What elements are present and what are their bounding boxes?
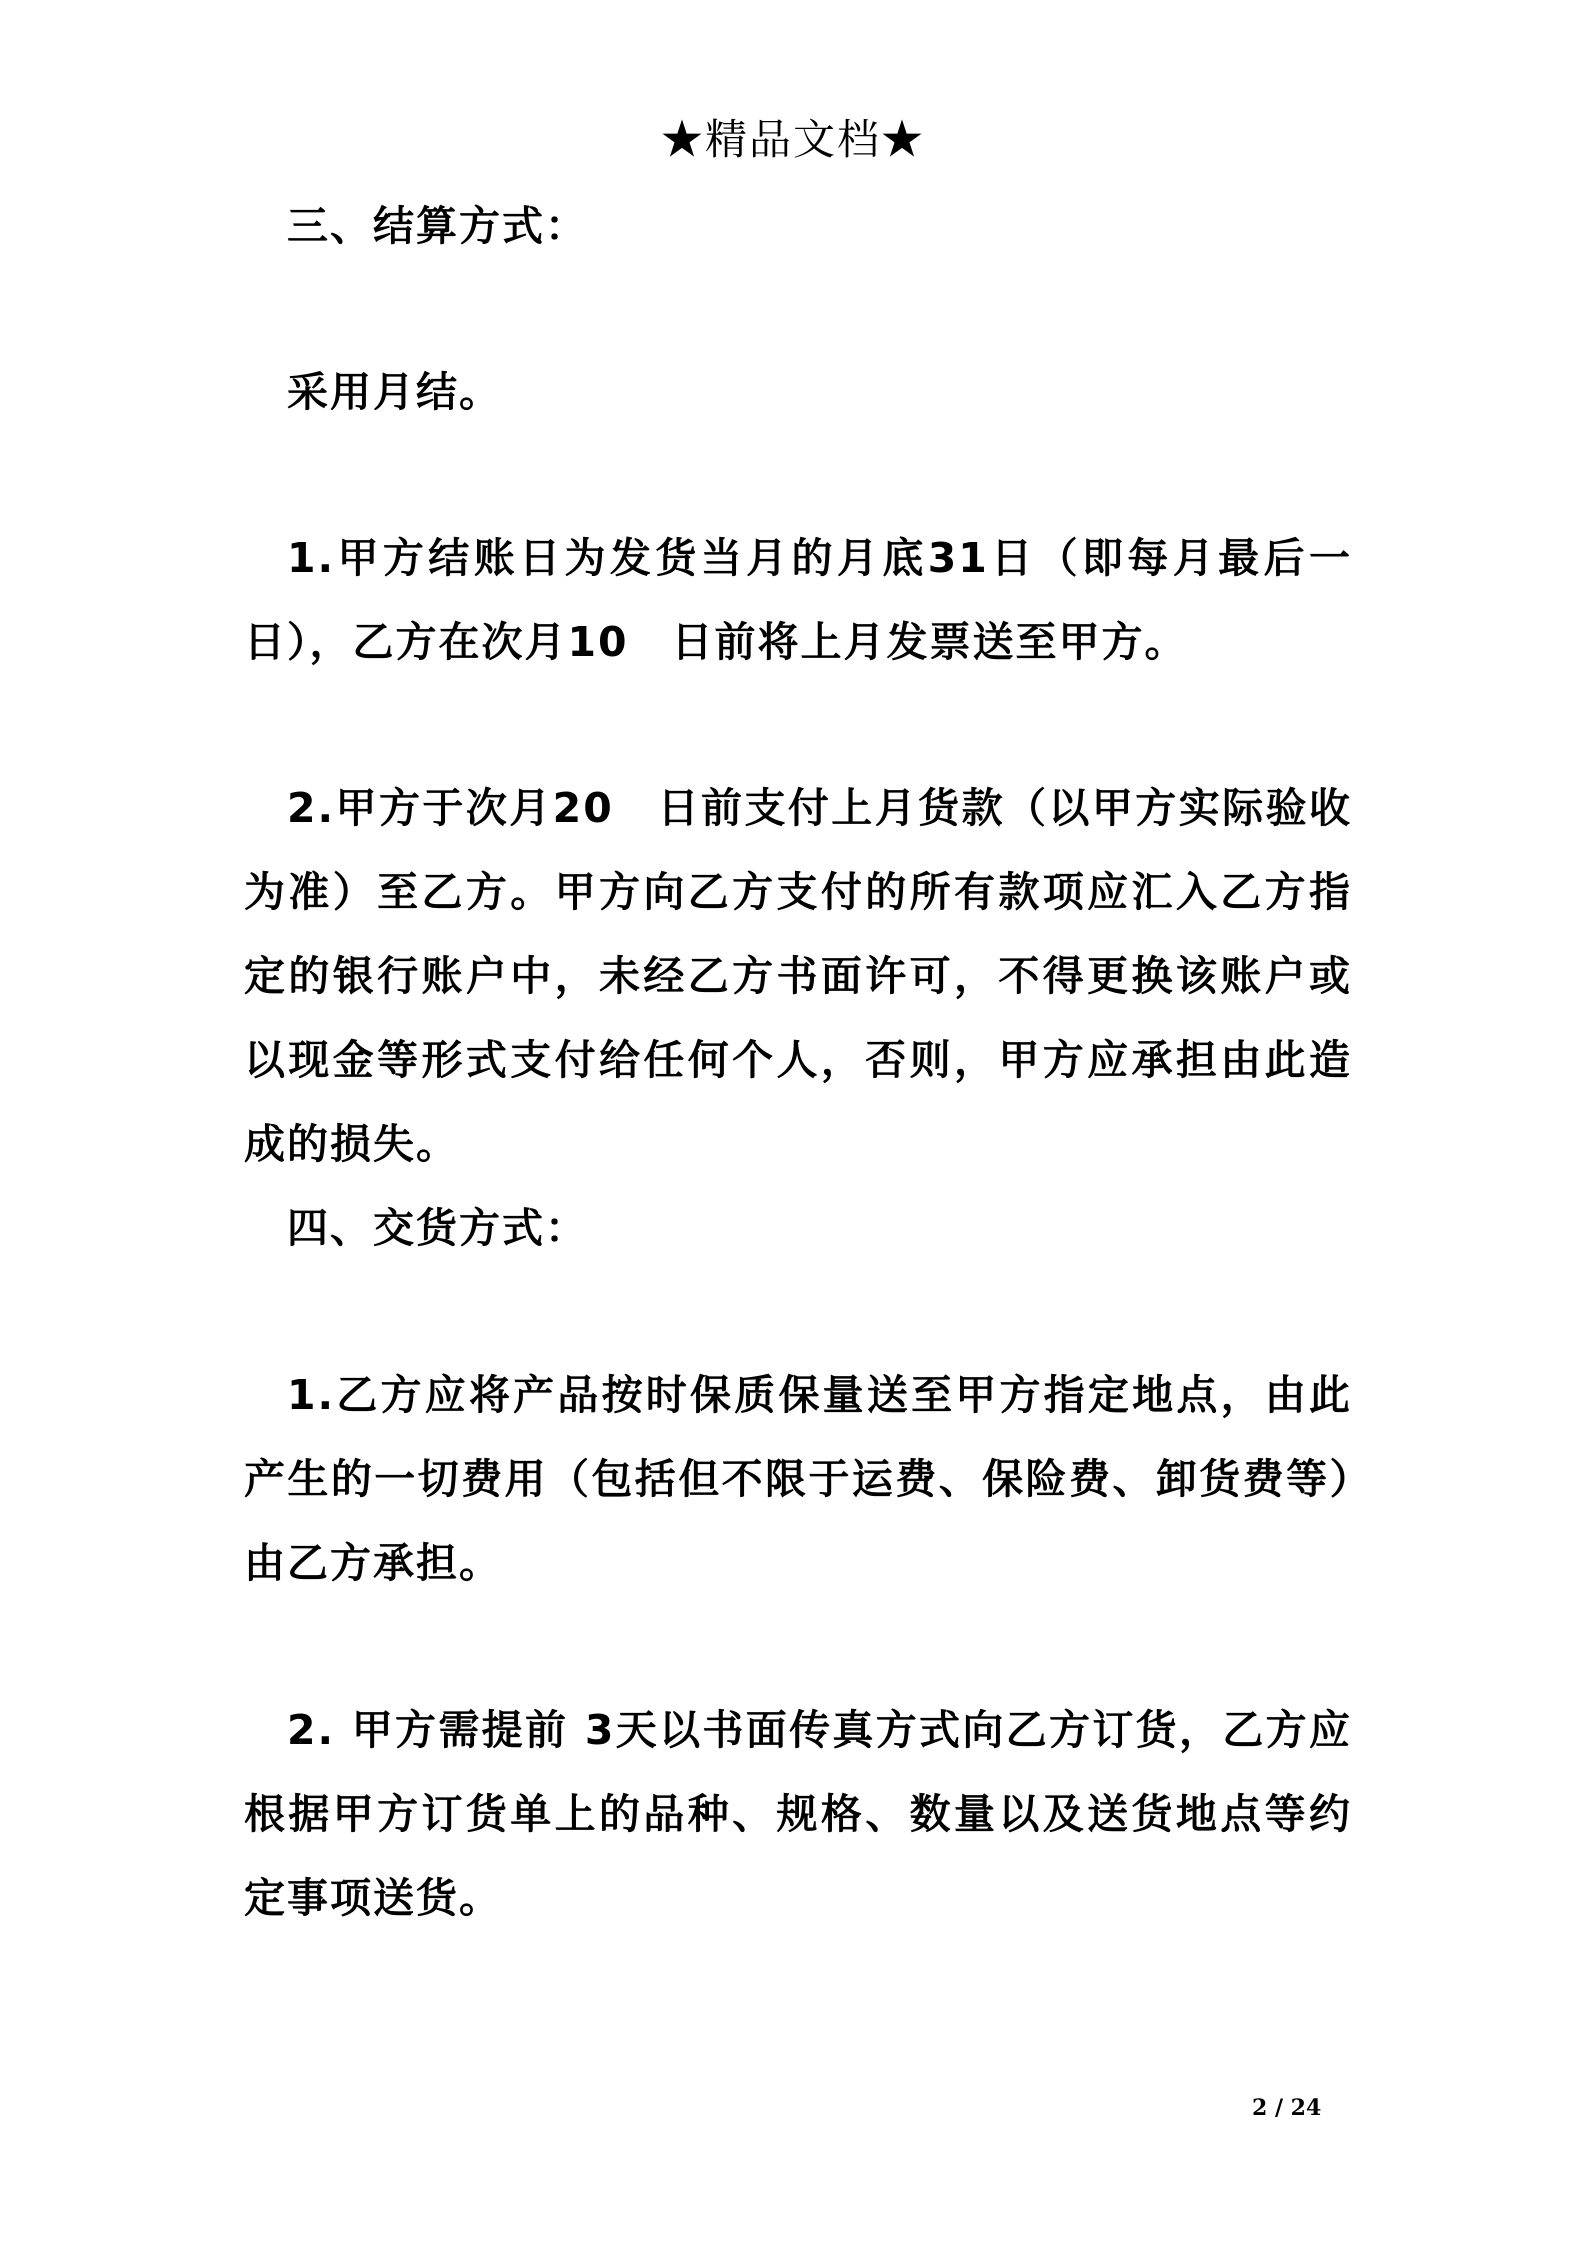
paragraph-settlement-2 <box>244 766 1352 1186</box>
paragraph-text: 采用月结。 <box>287 368 502 416</box>
paragraph-text: 2.甲方于次月20 日前支付上月货款（以甲方实际验收为准）至乙方。甲方向乙方支付的所有款项应汇入乙方指定的银行账户中，未经乙方书面许可，不得更换该账户或以现金等形式支付给任何个人，否则，甲方应承担由此造成的损失。 <box>244 784 1352 1168</box>
paragraph-delivery-1 <box>244 1353 1352 1605</box>
paragraph-text: 三、结算方式： <box>287 202 588 250</box>
paragraph-monthly <box>244 350 1352 434</box>
paragraph-text: 1.乙方应将产品按时保质保量送至甲方指定地点，由此产生的一切费用（包括但不限于运费、保险费、卸货费等）由乙方承担。 <box>244 1371 1352 1587</box>
paragraph-delivery-2 <box>244 1688 1352 1940</box>
section-heading-delivery <box>244 1186 1352 1270</box>
paragraph-text: 四、交货方式： <box>287 1204 588 1252</box>
paragraph-text: 2. 甲方需提前 3天以书面传真方式向乙方订货，乙方应根据甲方订货单上的品种、规格、数量以及送货地点等约定事项送货。 <box>244 1706 1352 1922</box>
page-header: ★精品文档★ <box>660 115 925 164</box>
paragraph-settlement-1 <box>244 516 1352 684</box>
page-number: 2 / 24 <box>1252 2095 1322 2121</box>
paragraph-text: 1.甲方结账日为发货当月的月底31日（即每月最后一日），乙方在次月10 日前将上月发票送至甲方。 <box>244 534 1352 666</box>
section-heading-settlement <box>244 184 1352 268</box>
